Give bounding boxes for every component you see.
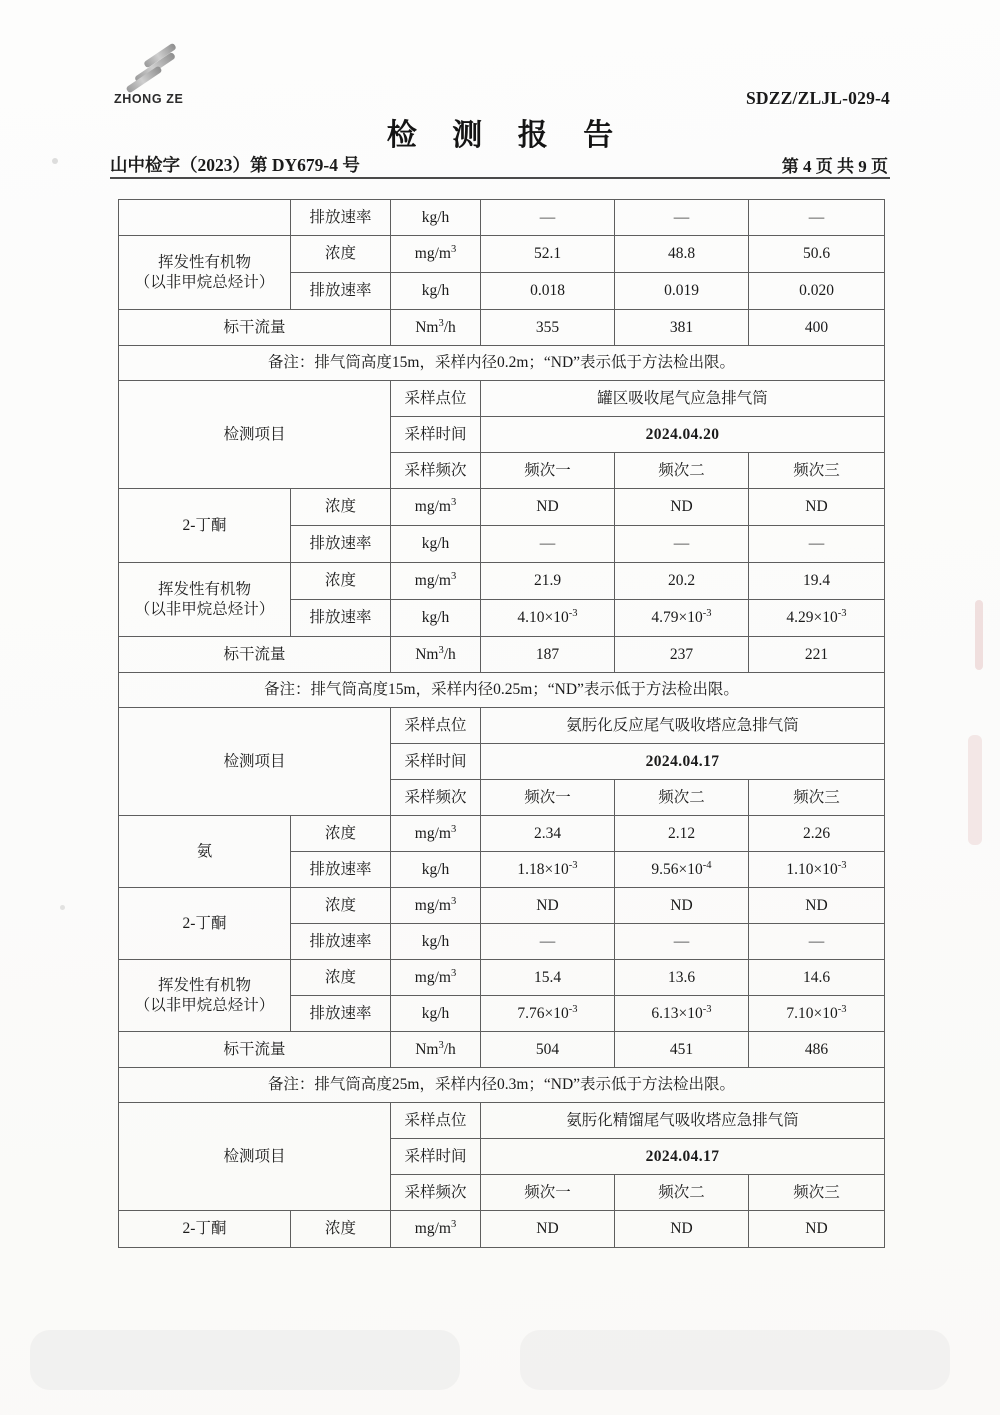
- cell-value: 187: [481, 637, 615, 673]
- table-row: [119, 346, 885, 381]
- cell-freq-2: 频次二: [615, 1175, 749, 1211]
- cell-subitem: 浓度: [291, 563, 391, 600]
- param-line2: （以非甲烷总烃计）: [134, 600, 275, 618]
- cell-value: 19.4: [749, 563, 885, 600]
- cell-flow-label: 标干流量: [119, 1032, 391, 1068]
- cell-value: ND: [615, 888, 749, 924]
- cell-value: $4.29\times 10^{-3}$: [749, 600, 885, 637]
- cell-value: 14.6: [749, 960, 885, 996]
- cell-unit: kg/h: [391, 852, 481, 888]
- cell-value: ND: [749, 888, 885, 924]
- cell-value: 400: [749, 310, 885, 346]
- cell-parameter-mek: 2-丁酮: [119, 888, 291, 960]
- param-line1: 挥发性有机物: [157, 254, 251, 272]
- cell-unit: $mg/m^3$: [391, 1211, 481, 1248]
- cell-value: 50.6: [749, 236, 885, 273]
- cell-subitem: 浓度: [291, 888, 391, 924]
- cell-flow-label: 标干流量: [119, 637, 391, 673]
- cell-value: 15.4: [481, 960, 615, 996]
- cell-unit: kg/h: [391, 273, 481, 310]
- cell-value: $1.10\times 10^{-3}$: [749, 852, 885, 888]
- cell-unit: $mg/m^3$: [391, 563, 481, 600]
- cell-unit: $mg/m^3$: [391, 960, 481, 996]
- scan-artifact: [60, 905, 65, 910]
- cell-value: —: [749, 200, 885, 236]
- cell-freq-3: 频次三: [749, 1175, 885, 1211]
- cell-sampling-time-label: 采样时间: [391, 417, 481, 453]
- param-line2: （以非甲烷总烃计）: [134, 273, 275, 291]
- cell-value: 2.34: [481, 816, 615, 852]
- cell-subitem: 浓度: [291, 489, 391, 526]
- cell-project-label: 检测项目: [119, 1103, 391, 1211]
- cell-value: $7.76\times 10^{-3}$: [481, 996, 615, 1032]
- cell-value: 52.1: [481, 236, 615, 273]
- cell-value: —: [749, 526, 885, 563]
- cell-value: $9.56\times 10^{-4}$: [615, 852, 749, 888]
- cell-value: 48.8: [615, 236, 749, 273]
- page-title: 检 测 报 告: [386, 119, 628, 152]
- cell-sampling-point-value: 罐区吸收尾气应急排气筒: [481, 381, 885, 417]
- cell-freq-2: 频次二: [615, 453, 749, 489]
- cell-parameter-ammonia: 氨: [119, 816, 291, 888]
- cell-unit: kg/h: [391, 200, 481, 236]
- cell-parameter-mek: 2-丁酮: [119, 1211, 291, 1248]
- cell-value: —: [615, 924, 749, 960]
- cell-unit: $mg/m^3$: [391, 816, 481, 852]
- table-row: [119, 708, 885, 744]
- cell-value: $6.13\times 10^{-3}$: [615, 996, 749, 1032]
- cell-sampling-point-label: 采样点位: [391, 708, 481, 744]
- scan-artifact: [520, 1330, 950, 1390]
- cell-unit: kg/h: [391, 600, 481, 637]
- scan-artifact: [975, 600, 983, 670]
- cell-value: 2.12: [615, 816, 749, 852]
- cell-unit: $mg/m^3$: [391, 236, 481, 273]
- cell-value: —: [481, 924, 615, 960]
- cell-freq-3: 频次三: [749, 453, 885, 489]
- cell-value: $7.10\times 10^{-3}$: [749, 996, 885, 1032]
- table-row: [119, 381, 885, 417]
- cell-parameter-mek: 2-丁酮: [119, 489, 291, 563]
- cell-value: —: [615, 526, 749, 563]
- document-header: [110, 42, 890, 177]
- cell-value: ND: [749, 489, 885, 526]
- cell-freq-1: 频次一: [481, 780, 615, 816]
- cell-subitem: 排放速率: [291, 526, 391, 563]
- header-divider: [110, 177, 890, 179]
- table-row: [119, 637, 885, 673]
- cell-value: 486: [749, 1032, 885, 1068]
- cell-subitem: 浓度: [291, 1211, 391, 1248]
- cell-unit: Nm$^3$/h: [391, 1032, 481, 1068]
- cell-freq-3: 频次三: [749, 780, 885, 816]
- table-row: [119, 816, 885, 852]
- scan-artifact: [968, 735, 982, 845]
- cell-empty: [119, 200, 291, 236]
- cell-sampling-point-label: 采样点位: [391, 381, 481, 417]
- logo-mark-icon: [120, 47, 192, 89]
- cell-value: ND: [749, 1211, 885, 1248]
- cell-value: ND: [615, 489, 749, 526]
- cell-value: 0.020: [749, 273, 885, 310]
- table-row: [119, 960, 885, 996]
- cell-unit: kg/h: [391, 996, 481, 1032]
- param-line1: 挥发性有机物: [157, 581, 251, 599]
- cell-subitem: 排放速率: [291, 852, 391, 888]
- cell-value: ND: [481, 489, 615, 526]
- table-row: [119, 888, 885, 924]
- cell-parameter-voc: [119, 236, 291, 310]
- cell-value: ND: [615, 1211, 749, 1248]
- cell-subitem: 排放速率: [291, 996, 391, 1032]
- cell-value: ND: [481, 888, 615, 924]
- cell-project-label: 检测项目: [119, 708, 391, 816]
- company-logo: [112, 47, 222, 109]
- report-number: 山中检字（2023）第 DY679-4 号: [110, 155, 360, 175]
- table-row: [119, 1032, 885, 1068]
- cell-unit: Nm$^3$/h: [391, 310, 481, 346]
- cell-sampling-time-label: 采样时间: [391, 744, 481, 780]
- cell-value: 237: [615, 637, 749, 673]
- cell-subitem: 排放速率: [291, 600, 391, 637]
- cell-value: ND: [481, 1211, 615, 1248]
- cell-sampling-freq-label: 采样频次: [391, 1175, 481, 1211]
- cell-value: 20.2: [615, 563, 749, 600]
- cell-sampling-freq-label: 采样频次: [391, 453, 481, 489]
- cell-sampling-time-value: 2024.04.17: [481, 744, 885, 780]
- cell-freq-1: 频次一: [481, 1175, 615, 1211]
- cell-subitem: 浓度: [291, 816, 391, 852]
- cell-unit: $mg/m^3$: [391, 489, 481, 526]
- cell-value: $4.79\times 10^{-3}$: [615, 600, 749, 637]
- cell-value: 13.6: [615, 960, 749, 996]
- cell-value: —: [481, 200, 615, 236]
- cell-value: 0.019: [615, 273, 749, 310]
- cell-sampling-freq-label: 采样频次: [391, 780, 481, 816]
- cell-value: 504: [481, 1032, 615, 1068]
- cell-unit: kg/h: [391, 924, 481, 960]
- cell-remark: 备注：排气筒高度15m，采样内径0.25m；“ND”表示低于方法检出限。: [119, 673, 885, 708]
- table-row: [119, 489, 885, 526]
- cell-parameter-voc: [119, 563, 291, 637]
- cell-unit: kg/h: [391, 526, 481, 563]
- scan-artifact: [52, 158, 58, 164]
- cell-sampling-time-label: 采样时间: [391, 1139, 481, 1175]
- cell-sampling-time-value: 2024.04.17: [481, 1139, 885, 1175]
- cell-subitem: 排放速率: [291, 924, 391, 960]
- cell-parameter-voc: [119, 960, 291, 1032]
- cell-value: 355: [481, 310, 615, 346]
- cell-value: $4.10\times 10^{-3}$: [481, 600, 615, 637]
- cell-value: —: [615, 200, 749, 236]
- document-code: SDZZ/ZLJL-029-4: [746, 88, 890, 108]
- cell-value: 21.9: [481, 563, 615, 600]
- param-line1: 挥发性有机物: [157, 977, 251, 995]
- cell-sampling-point-value: 氨肟化精馏尾气吸收塔应急排气筒: [481, 1103, 885, 1139]
- cell-value: 0.018: [481, 273, 615, 310]
- page-number: 第 4 页 共 9 页: [781, 157, 888, 176]
- cell-subitem: 排放速率: [291, 273, 391, 310]
- table-row: [119, 1103, 885, 1139]
- table-row: [119, 1068, 885, 1103]
- cell-value: 381: [615, 310, 749, 346]
- cell-freq-1: 频次一: [481, 453, 615, 489]
- table-row: [119, 563, 885, 600]
- cell-sampling-time-value: 2024.04.20: [481, 417, 885, 453]
- cell-value: 2.26: [749, 816, 885, 852]
- cell-unit: $mg/m^3$: [391, 888, 481, 924]
- cell-freq-2: 频次二: [615, 780, 749, 816]
- cell-value: $1.18\times 10^{-3}$: [481, 852, 615, 888]
- scan-artifact: [30, 1330, 460, 1390]
- table-row: [119, 200, 885, 236]
- cell-sampling-point-value: 氨肟化反应尾气吸收塔应急排气筒: [481, 708, 885, 744]
- cell-project-label: 检测项目: [119, 381, 391, 489]
- table-row: [119, 1211, 885, 1248]
- cell-unit: Nm$^3$/h: [391, 637, 481, 673]
- cell-remark: 备注：排气筒高度15m，采样内径0.2m；“ND”表示低于方法检出限。: [119, 346, 885, 381]
- cell-value: 221: [749, 637, 885, 673]
- logo-text: ZHONG ZE: [114, 92, 184, 106]
- cell-sampling-point-label: 采样点位: [391, 1103, 481, 1139]
- table-row: [119, 310, 885, 346]
- cell-remark: 备注：排气筒高度25m，采样内径0.3m；“ND”表示低于方法检出限。: [119, 1068, 885, 1103]
- cell-subitem: 浓度: [291, 236, 391, 273]
- cell-flow-label: 标干流量: [119, 310, 391, 346]
- cell-value: 451: [615, 1032, 749, 1068]
- table-row: [119, 673, 885, 708]
- test-results-table: [118, 199, 885, 1248]
- cell-value: —: [481, 526, 615, 563]
- table-row: [119, 236, 885, 273]
- cell-value: —: [749, 924, 885, 960]
- param-line2: （以非甲烷总烃计）: [134, 996, 275, 1014]
- cell-subitem: 排放速率: [291, 200, 391, 236]
- cell-subitem: 浓度: [291, 960, 391, 996]
